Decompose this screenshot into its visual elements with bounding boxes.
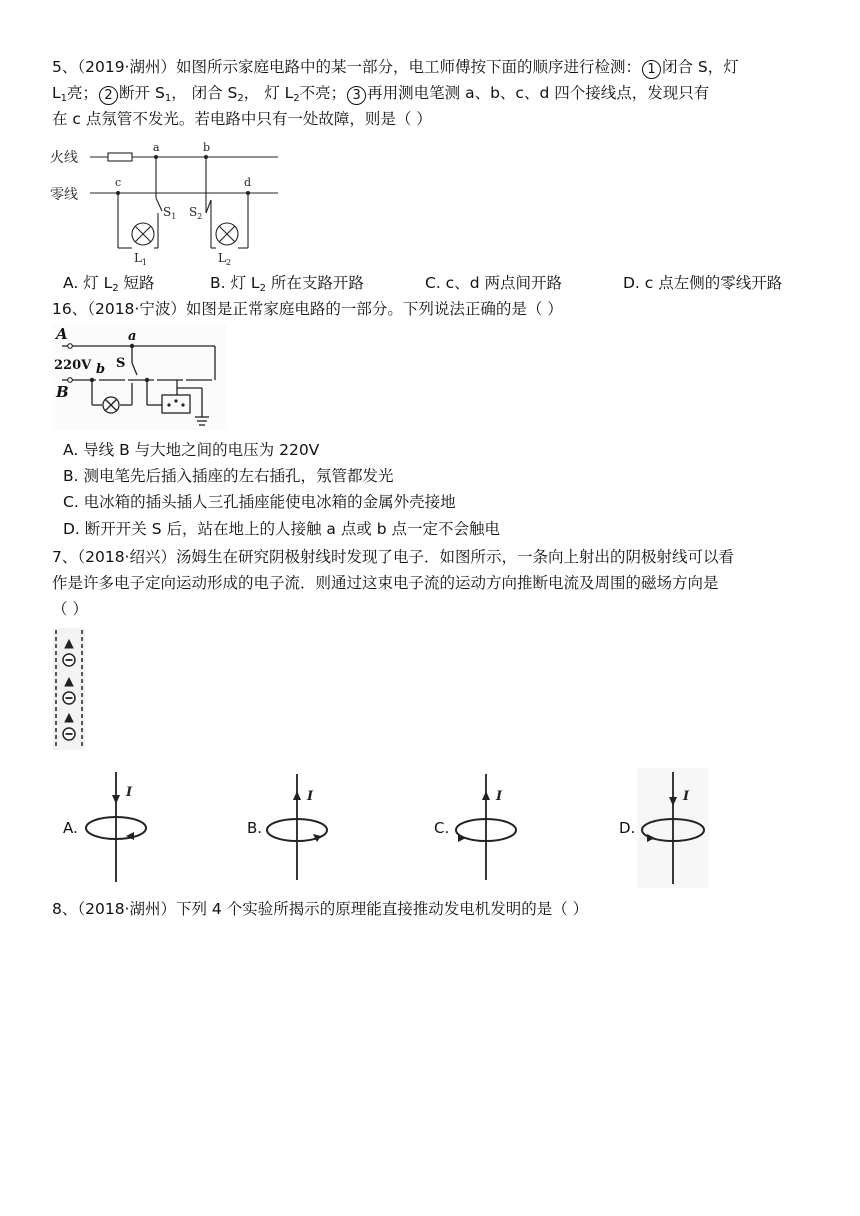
q5-circuit-diagram — [50, 138, 285, 266]
q7-option-c-label: C. — [434, 819, 450, 837]
q16-option-a: A. 导线 B 与大地之间的电压为 220V — [63, 441, 320, 459]
wire-b-label: B — [56, 383, 69, 401]
q16-option-c: C. 电冰箱的插头插人三孔插座能使电冰箱的金属外壳接地 — [63, 493, 456, 511]
q7-option-b-figure — [263, 770, 331, 884]
q5-option-a: A. 灯 $L_2$ 短路 — [63, 274, 155, 294]
q5-option-d: D. c 点左侧的零线开路 — [623, 274, 783, 292]
q7-option-a-figure — [82, 768, 150, 886]
electron-beam-figure — [53, 628, 85, 750]
q7-option-c-figure — [452, 770, 520, 884]
switch-s2-label: $S_2$ — [189, 205, 203, 221]
lamp-l1-label: $L_1$ — [134, 251, 148, 266]
q16-circuit-diagram — [52, 325, 227, 430]
point-b-label: b — [203, 141, 211, 154]
step-2-marker: 2 — [99, 86, 118, 105]
q8-stem: 8、（2018·湖州）下列 4 个实验所揭示的原理能直接推动发电机发明的是（ ） — [52, 900, 589, 918]
q16-stem: 16、（2018·宁波）如图是正常家庭电路的一部分。下列说法正确的是（ ） — [52, 300, 563, 318]
q16-option-b: B. 测电笔先后插入插座的左右插孔，氖管都发光 — [63, 467, 394, 485]
voltage-label: 220V — [54, 358, 92, 373]
wire-a-label: A — [56, 325, 68, 343]
q5-option-c: C. c、d 两点间开路 — [425, 274, 562, 292]
q7-option-d-figure — [637, 768, 709, 888]
current-label: I — [307, 789, 314, 804]
q16-option-d: D. 断开开关 S 后，站在地上的人接触 a 点或 b 点一定不会触电 — [63, 520, 501, 538]
switch-s-label: S — [116, 356, 126, 371]
point-b-label: b — [96, 362, 106, 377]
q5-stem-line1: 5、（2019·湖州）如图所示家庭电路中的某一部分，电工师傅按下面的顺序进行检测： 1 闭合 S，灯 — [52, 58, 739, 77]
step-3-marker: 3 — [347, 86, 366, 105]
q7-option-a-label: A. — [63, 819, 78, 837]
point-a-label: a — [128, 329, 137, 344]
q7-stem-line3: （ ） — [52, 600, 88, 618]
q5-option-b: B. 灯 $L_2$ 所在支路开路 — [210, 274, 364, 294]
step-1-marker: 1 — [642, 60, 661, 79]
q5-stem-line3: 在 c 点氖管不发光。若电路中只有一处故障，则是（ ） — [52, 110, 432, 128]
lamp-l2-label: $L_2$ — [218, 251, 232, 266]
point-c-label: c — [115, 176, 122, 189]
switch-s1-label: $S_1$ — [163, 205, 177, 221]
q7-stem-line2: 作是许多电子定向运动形成的电子流．则通过这束电子流的运动方向推断电流及周围的磁场方向是 — [52, 574, 719, 592]
current-label: I — [126, 785, 133, 800]
q7-option-d-label: D. — [619, 819, 636, 837]
point-a-label: a — [153, 141, 160, 154]
live-wire-label: 火线 — [50, 150, 78, 166]
current-label: I — [683, 789, 690, 804]
q7-option-b-label: B. — [247, 819, 263, 837]
q5-stem-line2: $L_1$亮； 2 断开 $S_1$， 闭合 $S_2$， 灯 $L_2$不亮； 3 再用测电笔测 a、b、c、d 四个接线点，发现只有 — [52, 84, 710, 104]
current-label: I — [496, 789, 503, 804]
point-d-label: d — [244, 176, 252, 189]
neutral-wire-label: 零线 — [50, 187, 78, 203]
q7-stem-line1: 7、（2018·绍兴）汤姆生在研究阴极射线时发现了电子．如图所示，一条向上射出的阴极射线可以看 — [52, 548, 734, 566]
